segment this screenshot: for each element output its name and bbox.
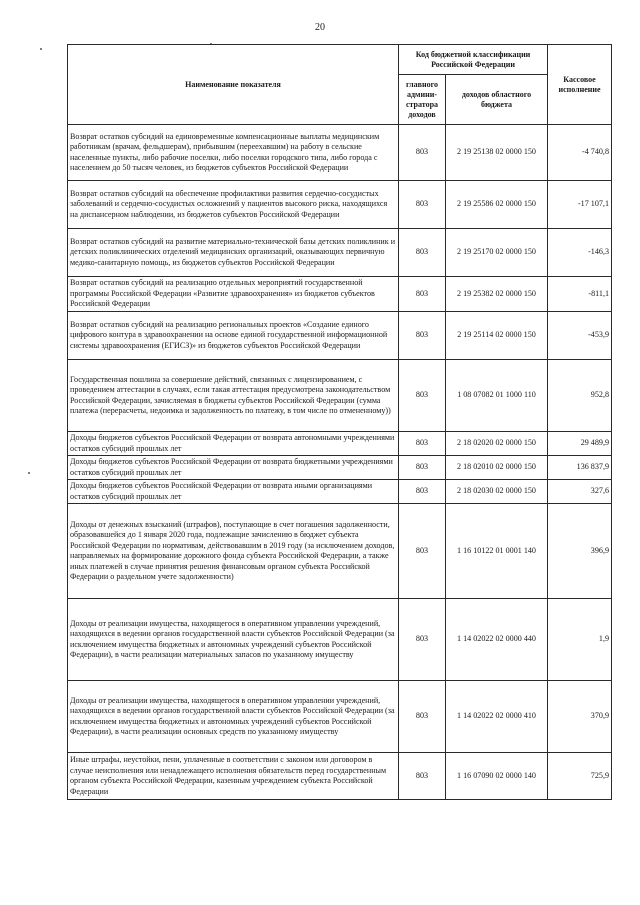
row-cash-value: 1,9 — [548, 599, 612, 681]
row-admin-code: 803 — [399, 504, 446, 599]
row-name: Иные штрафы, неустойки, пени, уплаченные в соответствии с законом или договором в случае неисполнения или ненадлежащего исполнения обязательств перед государственным органом субъекта Российской Федерации, казенным учреждением субъекта Российской Федерации — [68, 753, 399, 800]
row-admin-code: 803 — [399, 432, 446, 456]
row-income-code: 1 16 10122 01 0001 140 — [446, 504, 548, 599]
row-name: Доходы от денежных взысканий (штрафов), поступающие в счет погашения задолженности, образовавшейся до 1 января 2020 года, подлежащие зачислению в бюджет субъекта Российской Федерации по нормативам, действовавшим в 2019 году (за исключением доходов, направляемых на формирование дорожного фонда субъекта Российской Федерации, а также иных платежей в случае принятия решения финансовым органом субъекта Российской Федерации о раздельном учете задолженности) — [68, 504, 399, 599]
header-income: доходов областного бюджета — [446, 75, 548, 125]
row-cash-value: 29 489,9 — [548, 432, 612, 456]
table-row — [68, 456, 612, 480]
table-row — [68, 360, 612, 432]
row-admin-code: 803 — [399, 229, 446, 277]
row-income-code: 2 19 25114 02 0000 150 — [446, 312, 548, 360]
row-admin-code: 803 — [399, 312, 446, 360]
table-row — [68, 681, 612, 753]
row-cash-value: -146,3 — [548, 229, 612, 277]
table-header — [68, 45, 612, 125]
scan-speck — [40, 48, 42, 50]
row-name: Возврат остатков субсидий на единовременные компенсационные выплаты медицинским работникам (врачам, фельдшерам), прибывшим (переехавшим) на работу в сельские населенные пункты, либо рабочие поселки, либо поселки городского типа, либо города с населением до 50 тысяч человек, из бюджетов субъектов Российской Федерации — [68, 125, 399, 181]
row-income-code: 2 18 02010 02 0000 150 — [446, 456, 548, 480]
header-name: Наименование показателя — [68, 45, 399, 125]
row-admin-code: 803 — [399, 360, 446, 432]
table-row — [68, 753, 612, 800]
row-cash-value: 725,9 — [548, 753, 612, 800]
row-name: Доходы бюджетов субъектов Российской Федерации от возврата бюджетными учреждениями остатков субсидий прошлых лет — [68, 456, 399, 480]
table-row — [68, 125, 612, 181]
row-admin-code: 803 — [399, 599, 446, 681]
row-cash-value: -17 107,1 — [548, 181, 612, 229]
row-admin-code: 803 — [399, 125, 446, 181]
scan-speck — [28, 472, 30, 474]
row-name: Доходы бюджетов субъектов Российской Федерации от возврата иными организациями остатков субсидий прошлых лет — [68, 480, 399, 504]
row-income-code: 2 19 25586 02 0000 150 — [446, 181, 548, 229]
page-number: 20 — [315, 22, 325, 33]
header-code: Код бюджетной классификации Российской Федерации — [399, 45, 548, 75]
row-cash-value: -811,1 — [548, 277, 612, 312]
header-admin: главного админи-стратора доходов — [399, 75, 446, 125]
row-admin-code: 803 — [399, 480, 446, 504]
table-row — [68, 277, 612, 312]
revenue-table — [67, 44, 612, 800]
row-income-code: 1 08 07082 01 1000 110 — [446, 360, 548, 432]
row-cash-value: 396,9 — [548, 504, 612, 599]
row-income-code: 1 16 07090 02 0000 140 — [446, 753, 548, 800]
row-name: Доходы бюджетов субъектов Российской Федерации от возврата автономными учреждениями остатков субсидий прошлых лет — [68, 432, 399, 456]
row-name: Возврат остатков субсидий на развитие материально-технической базы детских поликлиник и детских поликлинических отделений медицинских организаций, оказывающих первичную медико-санитарную помощь, из бюджетов субъектов Российской Федерации — [68, 229, 399, 277]
row-name: Возврат остатков субсидий на реализацию региональных проектов «Создание единого цифрового контура в здравоохранении на основе единой государственной информационной системы здравоохранения (ЕГИСЗ)» из бюджетов субъектов Российской Федерации — [68, 312, 399, 360]
row-income-code: 2 19 25170 02 0000 150 — [446, 229, 548, 277]
table-row — [68, 312, 612, 360]
row-income-code: 2 19 25382 02 0000 150 — [446, 277, 548, 312]
row-admin-code: 803 — [399, 753, 446, 800]
table-row — [68, 504, 612, 599]
table-row — [68, 599, 612, 681]
row-cash-value: 952,8 — [548, 360, 612, 432]
row-admin-code: 803 — [399, 181, 446, 229]
row-cash-value: -453,9 — [548, 312, 612, 360]
row-admin-code: 803 — [399, 681, 446, 753]
row-cash-value: 370,9 — [548, 681, 612, 753]
table-row — [68, 229, 612, 277]
table-row — [68, 480, 612, 504]
row-cash-value: 327,6 — [548, 480, 612, 504]
row-name: Государственная пошлина за совершение действий, связанных с лицензированием, с проведением аттестации в случаях, если такая аттестация предусмотрена законодательством Российской Федерации, зачисляемая в бюджеты субъектов Российской Федерации (сумма платежа (перерасчеты, недоимка и задолженность по платежу, в том числе по отмененному)) — [68, 360, 399, 432]
table-row — [68, 181, 612, 229]
row-income-code: 2 18 02030 02 0000 150 — [446, 480, 548, 504]
row-admin-code: 803 — [399, 277, 446, 312]
row-name: Возврат остатков субсидий на реализацию отдельных мероприятий государственной программы Российской Федерации «Развитие здравоохранения» из бюджетов субъектов Российской Федерации — [68, 277, 399, 312]
row-name: Возврат остатков субсидий на обеспечение профилактики развития сердечно-сосудистых заболеваний и сердечно-сосудистых осложнений у пациентов высокого риска, находящихся на диспансерном наблюдении, из бюджетов субъектов Российской Федерации — [68, 181, 399, 229]
table-body — [68, 125, 612, 800]
row-income-code: 2 19 25138 02 0000 150 — [446, 125, 548, 181]
row-name: Доходы от реализации имущества, находящегося в оперативном управлении учреждений, находящихся в ведении органов государственной власти субъектов Российской Федерации (за исключением имущества бюджетных и автономных учреждений субъектов Российской Федерации), в части реализации материальных запасов по указанному имуществу — [68, 599, 399, 681]
row-name: Доходы от реализации имущества, находящегося в оперативном управлении учреждений, находящихся в ведении органов государственной власти субъектов Российской Федерации (за исключением имущества бюджетных и автономных учреждений субъектов Российской Федерации), в части реализации основных средств по указанному имуществу — [68, 681, 399, 753]
row-income-code: 2 18 02020 02 0000 150 — [446, 432, 548, 456]
row-cash-value: 136 837,9 — [548, 456, 612, 480]
row-income-code: 1 14 02022 02 0000 410 — [446, 681, 548, 753]
row-cash-value: -4 740,8 — [548, 125, 612, 181]
header-cash: Кассовое исполнение — [548, 45, 612, 125]
table-row — [68, 432, 612, 456]
row-admin-code: 803 — [399, 456, 446, 480]
row-income-code: 1 14 02022 02 0000 440 — [446, 599, 548, 681]
